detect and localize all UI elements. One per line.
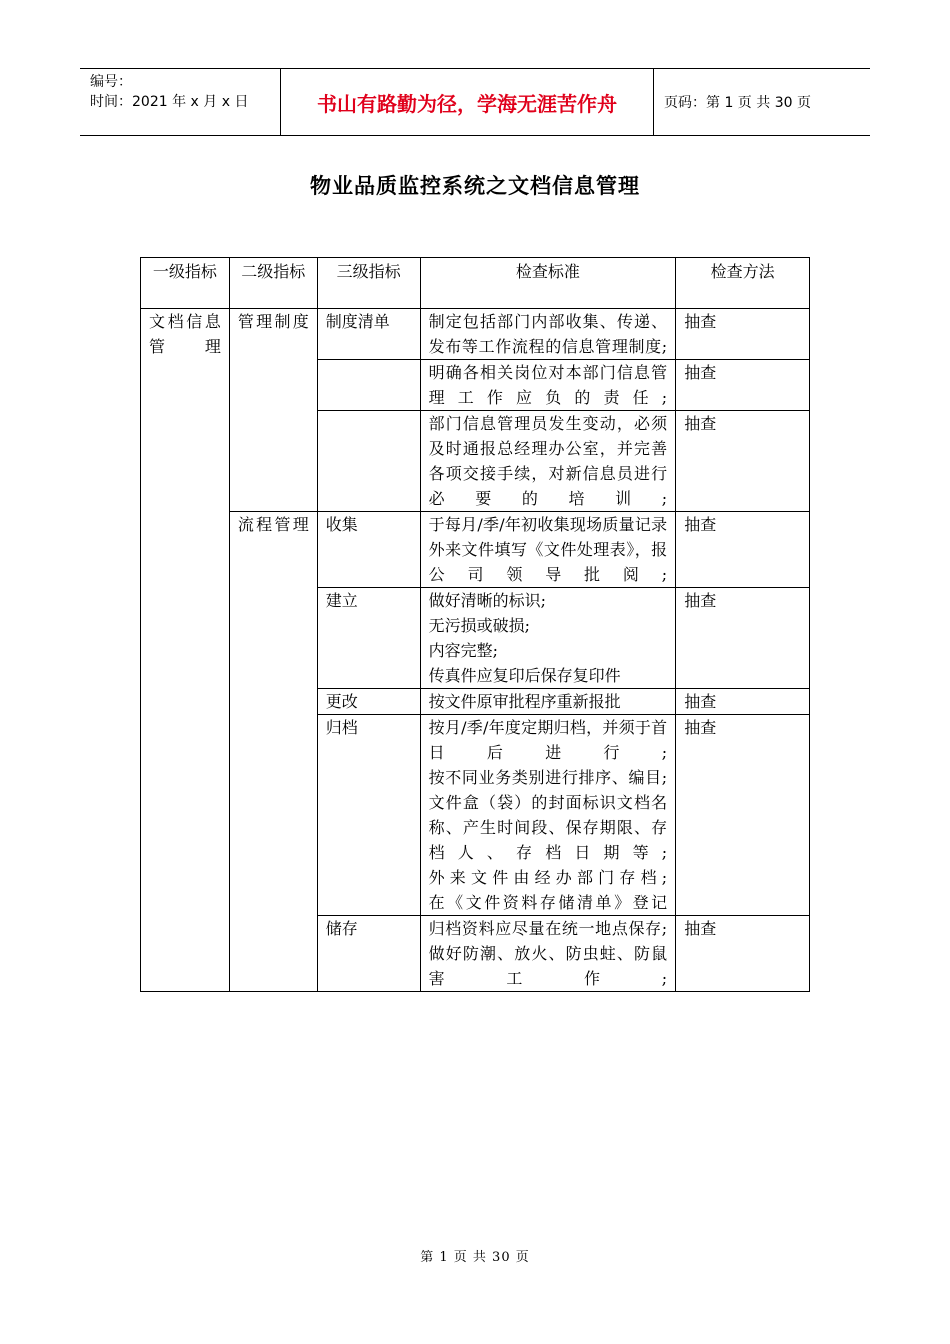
standard-line: 部门信息管理员发生变动，必须及时通报总经理办公室，并完善各项交接手续，对新信息员进行必要的培训; — [428, 414, 668, 508]
method-cell: 抽查 — [676, 689, 810, 715]
standard-line: 在《文件资料存储清单》登记 — [428, 893, 668, 912]
header-level2: 二级指标 — [229, 258, 317, 309]
inspection-table — [140, 257, 810, 992]
level3-cell: 储存 — [317, 916, 420, 992]
standard-line: 外来文件由经办部门存档; — [428, 868, 668, 887]
standard-line: 归档资料应尽量在统一地点保存; — [428, 919, 668, 938]
header-motto: 书山有路勤为径，学海无涯苦作舟 — [281, 69, 654, 135]
standard-line: 做好清晰的标识; — [428, 591, 546, 610]
standard-line: 按月/季/年度定期归档，并须于首日后进行; — [428, 718, 668, 762]
level3-cell — [317, 411, 420, 512]
level3-cell: 收集 — [317, 512, 420, 588]
standard-cell — [420, 360, 676, 411]
standard-cell — [420, 309, 676, 360]
method-cell: 抽查 — [676, 588, 810, 689]
document-title: 物业品质监控系统之文档信息管理 — [310, 173, 640, 198]
standard-cell — [420, 411, 676, 512]
table-row — [141, 512, 810, 588]
level3-cell: 建立 — [317, 588, 420, 689]
standard-line: 外来文件填写《文件处理表》，报公司领导批阅; — [428, 540, 668, 584]
page-header — [80, 68, 870, 136]
standard-line: 按不同业务类别进行排序、编目; — [428, 768, 668, 787]
standard-cell — [420, 916, 676, 992]
standard-cell — [420, 588, 676, 689]
standard-line: 做好防潮、放火、防虫蛀、防鼠害工作; — [428, 944, 668, 988]
level2-cell: 流程管理 — [229, 512, 317, 992]
standard-line: 传真件应复印后保存复印件 — [428, 666, 621, 685]
header-meta — [80, 69, 281, 135]
standard-line: 于每月/季/年初收集现场质量记录 — [428, 515, 668, 534]
document-number-label: 编号： — [90, 74, 132, 90]
document-date: 时间：2021 年 x 月 x 日 — [90, 94, 249, 110]
page-footer: 第 1 页 共 30 页 — [420, 1250, 530, 1265]
method-cell: 抽查 — [676, 512, 810, 588]
level3-cell: 更改 — [317, 689, 420, 715]
level3-cell — [317, 360, 420, 411]
standard-line: 内容完整; — [428, 641, 498, 660]
standard-line: 按文件原审批程序重新报批 — [428, 692, 621, 711]
standard-cell — [420, 715, 676, 916]
method-cell: 抽查 — [676, 715, 810, 916]
method-cell: 抽查 — [676, 916, 810, 992]
standard-line: 文件盒（袋）的封面标识文档名称、产生时间段、保存期限、存档人、存档日期等; — [428, 793, 668, 862]
standard-line: 明确各相关岗位对本部门信息管理工作应负的责任; — [428, 363, 668, 407]
standard-cell — [420, 512, 676, 588]
standard-line: 无污损或破损; — [428, 616, 530, 635]
header-level3: 三级指标 — [317, 258, 420, 309]
header-level1: 一级指标 — [141, 258, 230, 309]
level2-cell: 管理制度 — [229, 309, 317, 512]
header-page-info: 页码：第 1 页 共 30 页 — [664, 95, 811, 111]
method-cell: 抽查 — [676, 309, 810, 360]
standard-line: 制定包括部门内部收集、传递、发布等工作流程的信息管理制度; — [428, 312, 668, 356]
level3-cell: 归档 — [317, 715, 420, 916]
method-cell: 抽查 — [676, 411, 810, 512]
table-row — [141, 309, 810, 360]
header-standard: 检查标准 — [420, 258, 676, 309]
level3-cell: 制度清单 — [317, 309, 420, 360]
standard-cell — [420, 689, 676, 715]
level1-cell: 文档信息管理 — [141, 309, 230, 992]
table-header-row — [141, 258, 810, 309]
method-cell: 抽查 — [676, 360, 810, 411]
header-method: 检查方法 — [676, 258, 810, 309]
